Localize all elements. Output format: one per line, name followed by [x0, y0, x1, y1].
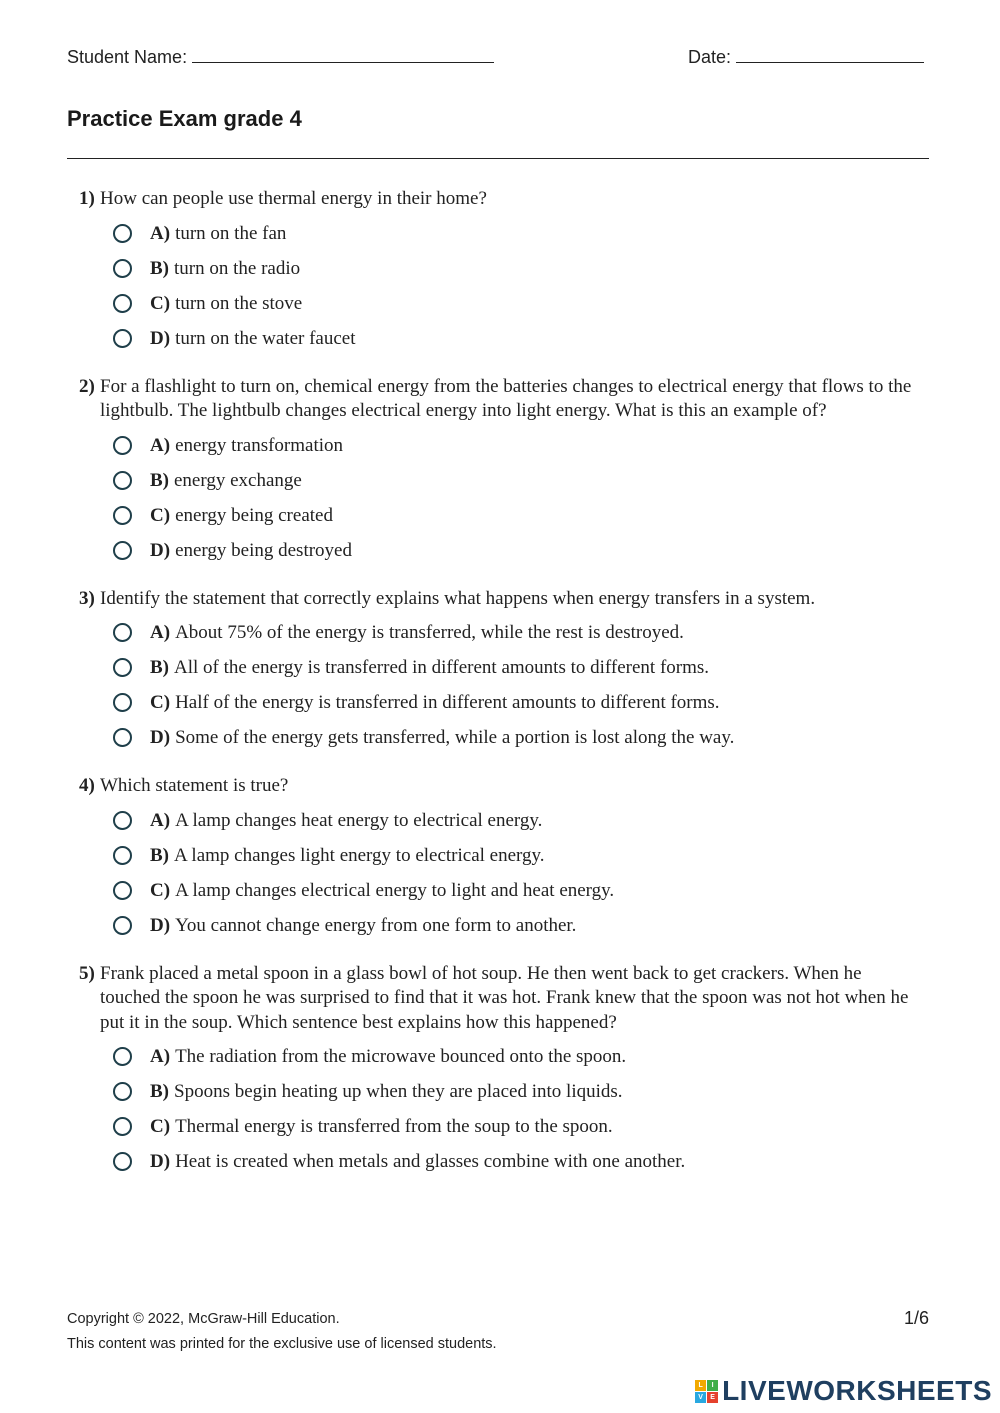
radio-button[interactable] — [113, 1117, 132, 1136]
question-5 — [79, 962, 924, 1186]
option-letter: B) — [150, 844, 169, 866]
question-stem — [79, 587, 924, 612]
radio-button[interactable] — [113, 541, 132, 560]
answer-options — [79, 809, 924, 949]
question-3 — [79, 587, 924, 762]
footer-notice: This content was printed for the exclusive use of licensed students. — [67, 1336, 497, 1352]
question-text: Identify the statement that correctly explains what happens when energy transfers in a system. — [100, 587, 816, 609]
radio-button[interactable] — [113, 294, 132, 313]
student-name-line[interactable] — [192, 44, 494, 63]
answer-option[interactable] — [79, 434, 924, 469]
radio-button[interactable] — [113, 329, 132, 348]
radio-button[interactable] — [113, 916, 132, 935]
question-number: 5) — [79, 962, 95, 984]
option-letter: B) — [150, 657, 169, 678]
option-letter: D) — [150, 539, 171, 561]
answer-option[interactable] — [79, 469, 924, 504]
option-letter: B) — [150, 469, 169, 491]
option-text: turn on the radio — [174, 257, 301, 279]
radio-button[interactable] — [113, 658, 132, 677]
question-stem — [79, 774, 924, 799]
option-letter: A) — [150, 434, 171, 456]
option-letter: C) — [150, 504, 171, 526]
question-1 — [79, 187, 924, 362]
answer-option[interactable] — [79, 222, 924, 257]
answer-option[interactable] — [79, 1115, 924, 1150]
option-letter: D) — [150, 1151, 171, 1172]
logo-tile: L — [695, 1380, 706, 1391]
answer-option[interactable] — [79, 809, 924, 844]
header-row — [67, 44, 929, 70]
option-text: A lamp changes heat energy to electrical energy. — [175, 809, 543, 831]
option-text: Spoons begin heating up when they are placed into liquids. — [174, 1081, 623, 1102]
option-letter: C) — [150, 1116, 171, 1137]
radio-button[interactable] — [113, 623, 132, 642]
option-letter: A) — [150, 809, 171, 831]
answer-options — [79, 434, 924, 574]
question-4 — [79, 774, 924, 949]
radio-button[interactable] — [113, 728, 132, 747]
title-divider — [67, 158, 929, 159]
answer-option[interactable] — [79, 656, 924, 691]
option-text: energy being created — [175, 504, 333, 526]
option-letter: C) — [150, 692, 171, 713]
option-letter: C) — [150, 879, 171, 901]
question-list — [79, 187, 924, 1185]
answer-options — [79, 1045, 924, 1185]
radio-button[interactable] — [113, 1047, 132, 1066]
option-letter: A) — [150, 622, 171, 643]
radio-button[interactable] — [113, 506, 132, 525]
option-letter: D) — [150, 327, 171, 349]
question-number: 4) — [79, 775, 95, 796]
page-title: Practice Exam grade 4 — [67, 106, 302, 131]
option-text: turn on the fan — [175, 222, 287, 244]
answer-option[interactable] — [79, 726, 924, 761]
question-2 — [79, 375, 924, 574]
answer-option[interactable] — [79, 1080, 924, 1115]
logo-tile: I — [707, 1380, 718, 1391]
question-text: How can people use thermal energy in their home? — [100, 188, 487, 209]
option-text: energy transformation — [175, 434, 344, 456]
option-letter: A) — [150, 1046, 171, 1067]
answer-options — [79, 621, 924, 761]
footer-copyright: Copyright © 2022, McGraw-Hill Education. — [67, 1311, 340, 1327]
question-stem — [79, 962, 924, 1036]
radio-button[interactable] — [113, 259, 132, 278]
answer-option[interactable] — [79, 327, 924, 362]
answer-option[interactable] — [79, 539, 924, 574]
radio-button[interactable] — [113, 811, 132, 830]
radio-button[interactable] — [113, 224, 132, 243]
answer-option[interactable] — [79, 879, 924, 914]
question-text: For a flashlight to turn on, chemical energy from the batteries changes to electrical energy that flows to the lightbulb. The lightbulb changes electrical energy into light energy. What is this an example of? — [100, 375, 912, 421]
answer-option[interactable] — [79, 914, 924, 949]
answer-option[interactable] — [79, 621, 924, 656]
question-number: 2) — [79, 375, 95, 397]
option-text: You cannot change energy from one form to another. — [175, 914, 577, 936]
brand-name: LIVEWORKSHEETS — [722, 1375, 992, 1406]
option-text: turn on the stove — [175, 292, 303, 314]
logo-tile: E — [707, 1392, 718, 1403]
date-field[interactable] — [688, 44, 924, 68]
option-text: Some of the energy gets transferred, while a portion is lost along the way. — [175, 727, 735, 748]
question-text: Frank placed a metal spoon in a glass bowl of hot soup. He then went back to get crackers. When he touched the spoon he was surprised to find that it was hot. Frank knew that the spoon was not hot when he put it in the soup. Which sentence best explains how this happened? — [100, 962, 909, 1033]
option-text: Half of the energy is transferred in different amounts to different forms. — [175, 692, 720, 713]
option-text: All of the energy is transferred in different amounts to different forms. — [174, 657, 710, 678]
student-name-label: Student Name: — [67, 47, 188, 67]
question-stem — [79, 375, 924, 424]
student-name-field[interactable] — [67, 44, 494, 68]
option-text: energy being destroyed — [175, 539, 352, 561]
date-label: Date: — [688, 47, 732, 67]
radio-button[interactable] — [113, 1152, 132, 1171]
radio-button[interactable] — [113, 881, 132, 900]
liveworksheets-brand — [695, 1375, 992, 1407]
answer-option[interactable] — [79, 292, 924, 327]
liveworksheets-logo-icon — [695, 1380, 718, 1403]
answer-option[interactable] — [79, 691, 924, 726]
option-letter: C) — [150, 292, 171, 314]
radio-button[interactable] — [113, 436, 132, 455]
answer-options — [79, 222, 924, 362]
option-letter: B) — [150, 257, 169, 279]
radio-button[interactable] — [113, 471, 132, 490]
question-stem — [79, 187, 924, 212]
answer-option[interactable] — [79, 1045, 924, 1080]
question-number: 3) — [79, 587, 95, 609]
option-text: About 75% of the energy is transferred, while the rest is destroyed. — [175, 622, 684, 643]
option-text: energy exchange — [174, 469, 302, 491]
option-text: A lamp changes electrical energy to light and heat energy. — [175, 879, 615, 901]
option-letter: D) — [150, 727, 171, 748]
option-text: Thermal energy is transferred from the soup to the spoon. — [175, 1116, 613, 1137]
option-text: turn on the water faucet — [175, 327, 356, 349]
option-text: The radiation from the microwave bounced onto the spoon. — [175, 1046, 627, 1067]
option-text: A lamp changes light energy to electrical energy. — [174, 844, 545, 866]
logo-tile: V — [695, 1392, 706, 1403]
date-line[interactable] — [736, 44, 924, 63]
radio-button[interactable] — [113, 1082, 132, 1101]
answer-option[interactable] — [79, 504, 924, 539]
radio-button[interactable] — [113, 846, 132, 865]
option-letter: A) — [150, 222, 171, 244]
answer-option[interactable] — [79, 257, 924, 292]
option-text: Heat is created when metals and glasses combine with one another. — [175, 1151, 686, 1172]
question-number: 1) — [79, 188, 95, 209]
option-letter: B) — [150, 1081, 169, 1102]
option-letter: D) — [150, 914, 171, 936]
answer-option[interactable] — [79, 1150, 924, 1185]
radio-button[interactable] — [113, 693, 132, 712]
question-text: Which statement is true? — [100, 775, 289, 796]
page-number: 1/6 — [903, 1308, 929, 1328]
answer-option[interactable] — [79, 844, 924, 879]
